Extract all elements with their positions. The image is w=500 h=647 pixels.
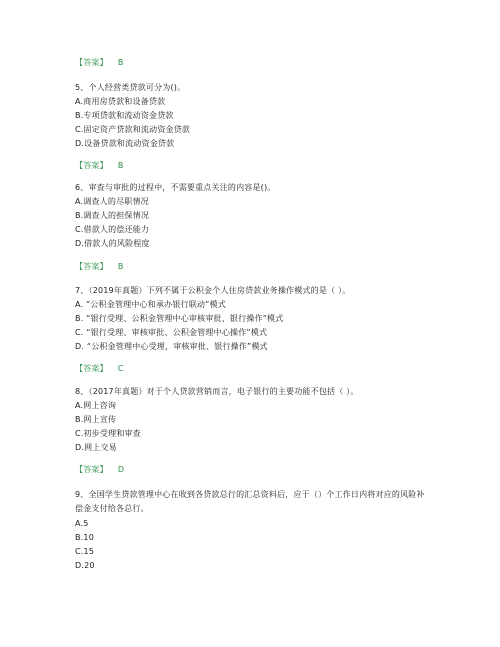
question-8-option-d: D.网上交易: [75, 443, 117, 452]
question-9-option-a: A.5: [75, 519, 89, 528]
question-8-option-c: C.初步受理和审查: [75, 429, 141, 438]
answer-line: [75, 58, 124, 68]
answer-value: B: [117, 262, 124, 271]
question-5-option-b: B.专项贷款和流动资金贷款: [75, 111, 174, 120]
question-5-option-d: D.设备贷款和流动资金贷款: [75, 139, 175, 148]
answer-label: 【答案】: [75, 262, 108, 271]
question-8-stem: 8、（2017年真题）对于个人贷款营销而言，电子银行的主要功能不包括（ ）。: [75, 387, 359, 396]
answer-value: B: [117, 58, 124, 67]
question-8-option-b: B.网上宣传: [75, 415, 117, 424]
question-5-option-c: C.固定资产贷款和流动资金贷款: [75, 125, 191, 134]
answer-label: 【答案】: [75, 364, 108, 373]
answer-value: D: [117, 465, 125, 474]
answer-label: 【答案】: [75, 465, 108, 474]
question-9-option-d: D.20: [75, 561, 95, 570]
question-5-stem: 5、个人经营类贷款可分为()。: [75, 83, 186, 92]
question-7-option-d: D. “公积金管理中心受理，审核审批、银行操作”模式: [75, 342, 268, 351]
answer-value: C: [117, 364, 124, 373]
answer-line: [75, 364, 124, 374]
question-5-option-a: A.商用房贷款和设备贷款: [75, 97, 166, 106]
question-6-option-c: C.借款人的偿还能力: [75, 225, 150, 234]
question-7-option-c: C. “银行受理、审核审批、公积金管理中心操作”模式: [75, 328, 268, 337]
question-8-option-a: A.网上咨询: [75, 401, 117, 410]
question-7-stem: 7、（2019年真题）下列不属于公积金个人住房贷款业务操作模式的是（ ）。: [75, 286, 351, 295]
answer-line: [75, 465, 124, 475]
question-9-option-b: B.10: [75, 533, 95, 542]
answer-label: 【答案】: [75, 58, 108, 67]
answer-label: 【答案】: [75, 161, 108, 170]
question-7-option-a: A. “公积金管理中心和承办银行联动”模式: [75, 300, 226, 309]
answer-value: B: [117, 161, 124, 170]
question-6-option-b: B.调查人的担保情况: [75, 211, 150, 220]
question-7-option-b: B. “银行受理、公积金管理中心审核审批、银行操作”模式: [75, 314, 284, 323]
answer-line: [75, 262, 124, 272]
question-6-option-a: A.调查人的尽职情况: [75, 197, 149, 206]
question-6-stem: 6、审查与审批的过程中，不需要重点关注的内容是()。: [75, 183, 276, 192]
question-9-option-c: C.15: [75, 547, 95, 556]
answer-line: [75, 161, 124, 171]
question-6-option-d: D.借款人的风险程度: [75, 239, 150, 248]
question-9-stem: 9、全国学生贷款管理中心在收到各贷款总行的汇总资料后，应于（）个工作日内将对应的风险补偿金支付给各总行。: [75, 490, 425, 513]
